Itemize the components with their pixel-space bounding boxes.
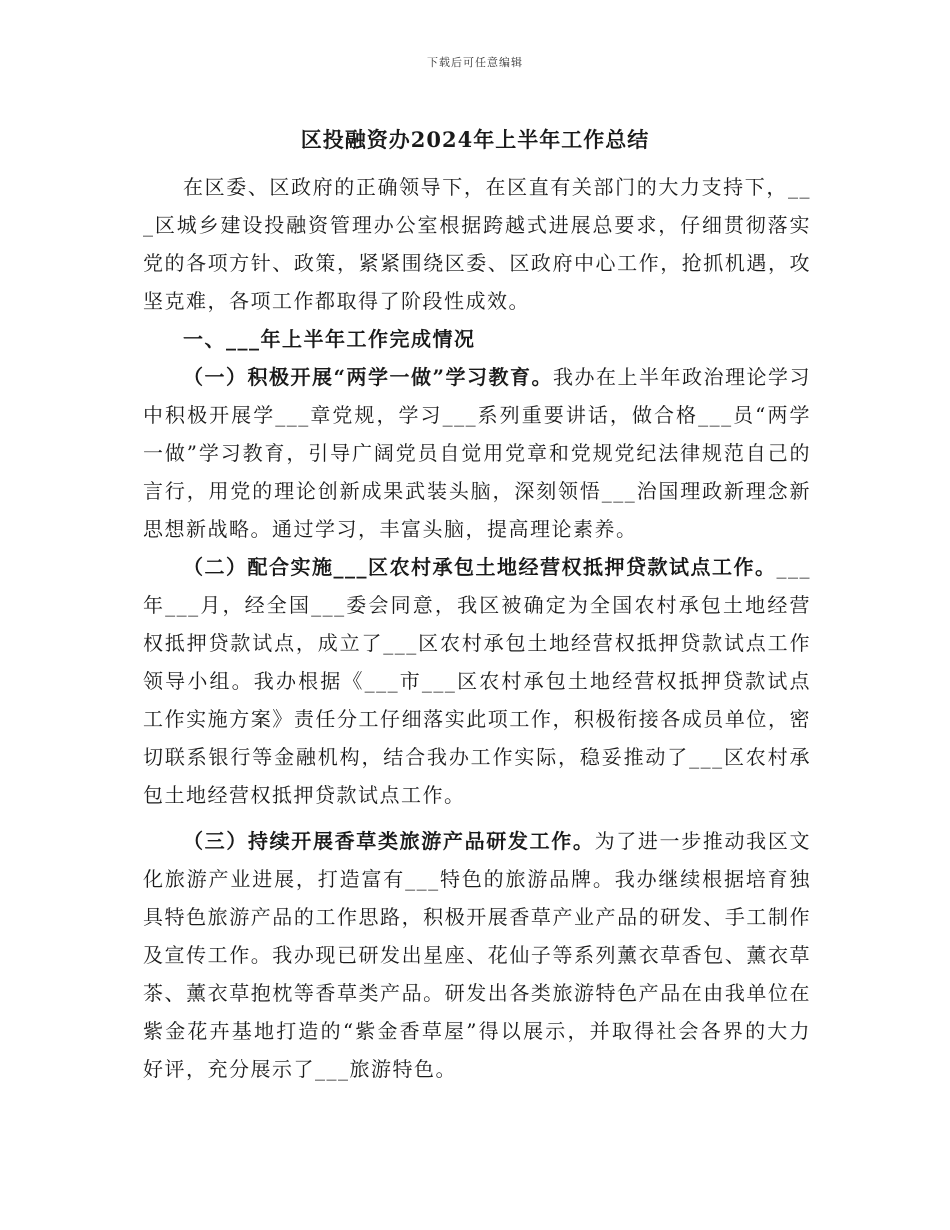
intro-paragraph: 在区委、区政府的正确领导下，在区直有关部门的大力支持下，___区城乡建设投融资管理办公室根据跨越式进展总要求，仔细贯彻落实党的各项方针、政策，紧紧围绕区委、区政府中心工作，抢抓机遇，攻坚克难，各项工作都取得了阶段性成效。	[143, 175, 811, 313]
section-heading: 一、___年上半年工作完成情况	[183, 327, 476, 351]
item-paragraph-2	[143, 548, 811, 814]
document-body	[143, 168, 811, 1088]
page-header-note: 下载后可任意编辑	[427, 56, 523, 69]
document-title: 区投融资办2024年上半年工作总结	[300, 127, 650, 152]
item-paragraph-1	[143, 358, 811, 548]
item-body-3: 为了进一步推动我区文化旅游产业进展，打造富有___特色的旅游品牌。我办继续根据培育独具特色旅游产品的工作思路，积极开展香草产业产品的研发、手工制作及宣传工作。我办现已研发出星座、花仙子等系列薰衣草香包、薰衣草茶、薰衣草抱枕等香草类产品。研发出各类旅游特色产品在由我单位在紫金花卉基地打造的“紫金香草屋”得以展示，并取得社会各界的大力好评，充分展示了___旅游特色。	[143, 829, 812, 1081]
item-heading-1: （一）积极开展“两学一做”学习教育。	[183, 365, 554, 389]
item-heading-3: （三）持续开展香草类旅游产品研发工作。	[183, 829, 595, 853]
item-heading-2: （二）配合实施___区农村承包土地经营权抵押贷款试点工作。	[183, 555, 777, 579]
item-body-1: 我办在上半年政治理论学习中积极开展学___章党规，学习___系列重要讲话，做合格___员“两学一做”学习教育，引导广阔党员自觉用党章和党规党纪法律规范自己的言行，用党的理论创新成果武装头脑，深刻领悟___治国理政新理念新思想新战略。通过学习，丰富头脑，提高理论素养。	[143, 365, 812, 541]
item-body-2: ___年___月，经全国___委会同意，我区被确定为全国农村承包土地经营权抵押贷款试点，成立了___区农村承包土地经营权抵押贷款试点工作领导小组。我办根据《___市___区农村承包土地经营权抵押贷款试点工作实施方案》责任分工仔细落实此项工作，积极衔接各成员单位，密切联系银行等金融机构，结合我办工作实际，稳妥推动了___区农村承包土地经营权抵押贷款试点工作。	[143, 555, 811, 807]
item-paragraph-3	[143, 822, 811, 1088]
